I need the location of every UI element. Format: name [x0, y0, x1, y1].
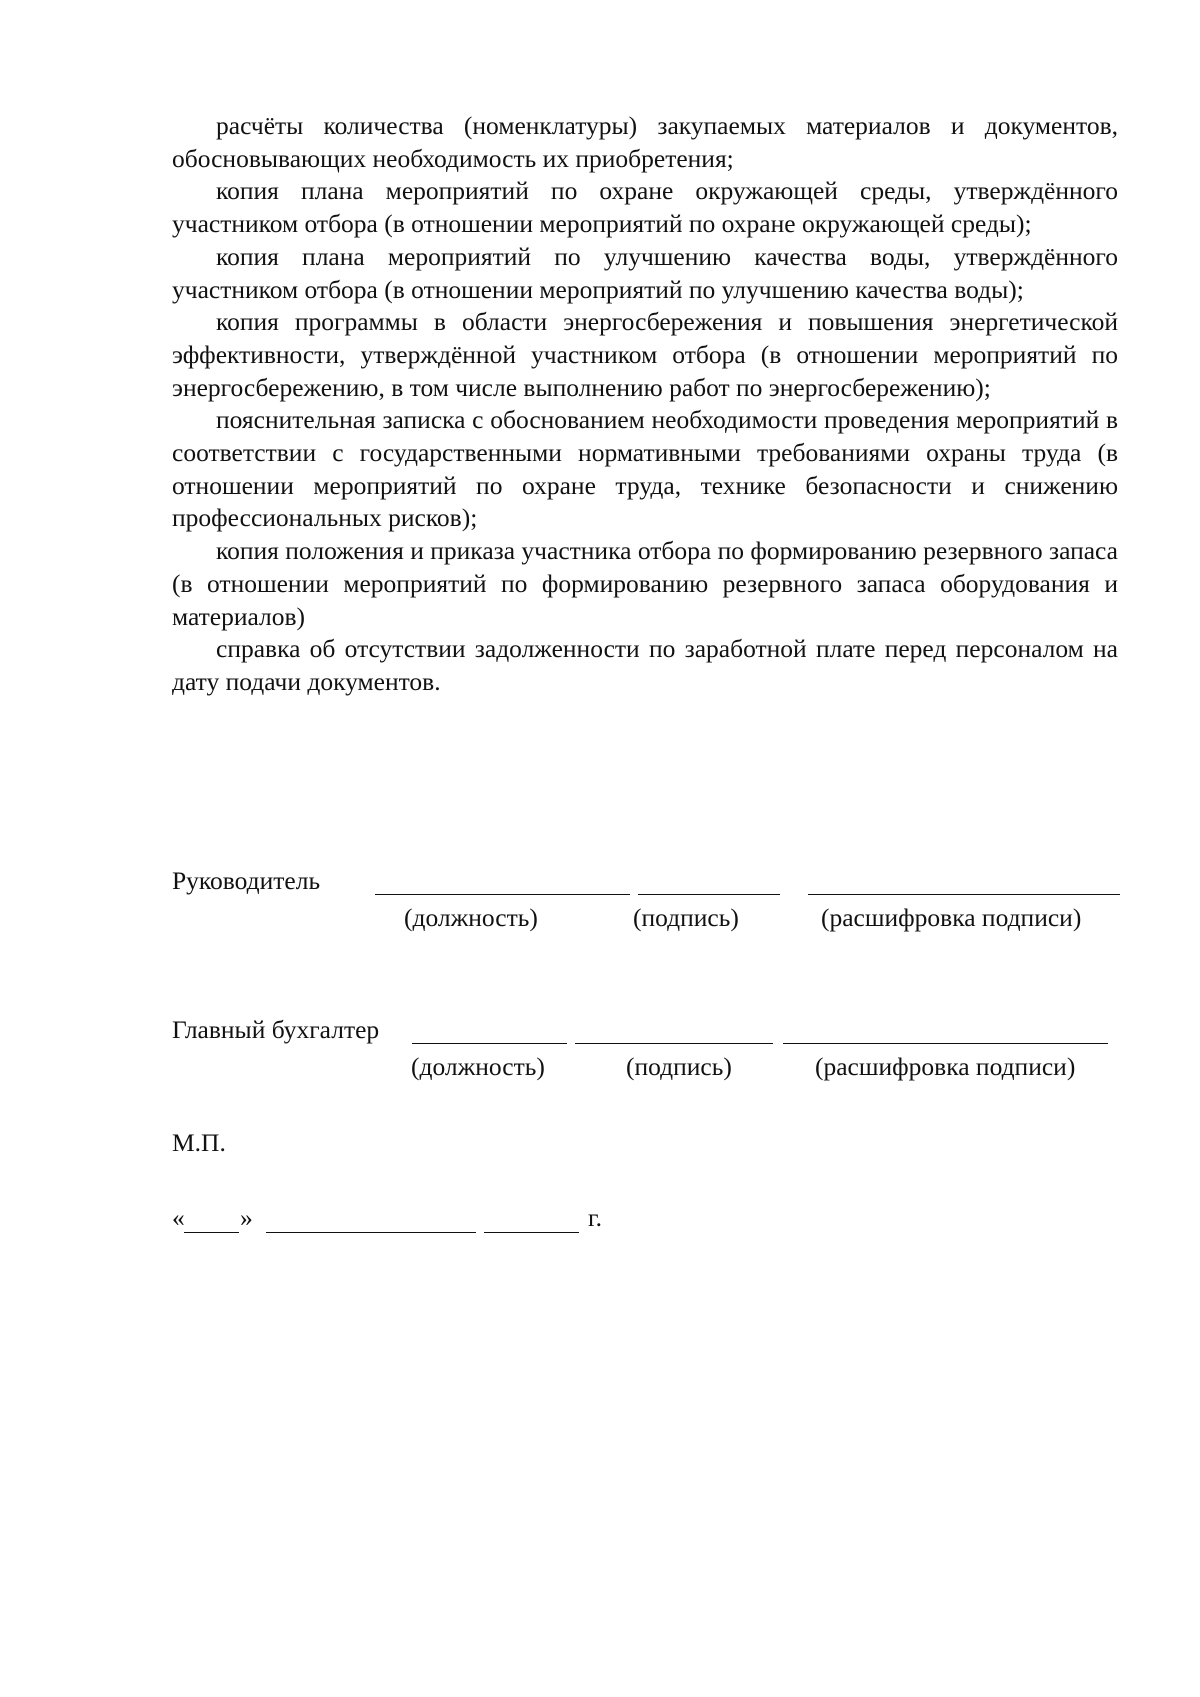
date-month-line[interactable]: [266, 1232, 476, 1233]
head-position-line[interactable]: [375, 894, 630, 895]
list-item: расчёты количества (номенклатуры) закупаемых материалов и документов, обосновывающих необходимость их приобретения;: [172, 111, 1118, 173]
accountant-signature-caption: (подпись): [626, 1052, 732, 1081]
list-item: копия плана мероприятий по охране окружающей среды, утверждённого участником отбора (в отношении мероприятий по охране окружающей среды);: [172, 176, 1118, 239]
date-close-quote: »: [240, 1203, 253, 1232]
head-signature-block: [172, 866, 1122, 936]
head-position-caption: (должность): [404, 903, 538, 932]
list-item: копия программы в области энергосбережения и повышения энергетической эффективности, утверждённой участником отбора (в отношении мероприятий по энергосбережению, в том числе выполнению работ по энергосбережению);: [172, 307, 1118, 402]
accountant-decoding-caption: (расшифровка подписи): [815, 1052, 1076, 1081]
date-day-line[interactable]: [184, 1232, 239, 1233]
list-item: копия плана мероприятий по улучшению качества воды, утверждённого участником отбора (в отношении мероприятий по улучшению качества воды);: [172, 241, 1118, 304]
accountant-decoding-line[interactable]: [783, 1043, 1108, 1044]
head-decoding-caption: (расшифровка подписи): [821, 903, 1082, 932]
head-signature-line[interactable]: [638, 894, 780, 895]
list-item: пояснительная записка с обоснованием необходимости проведения мероприятий в соответствии с государственными нормативными требованиями охраны труда (в отношении мероприятий по охране труда, технике безопасности и снижению профессиональных рисков);: [172, 405, 1118, 533]
date-year-suffix: г.: [588, 1203, 602, 1232]
document-list: [172, 110, 1118, 699]
accountant-position-line[interactable]: [412, 1043, 567, 1044]
date-year-line[interactable]: [484, 1232, 579, 1233]
accountant-signature-block: [172, 1015, 1122, 1085]
accountant-label: Главный бухгалтер: [172, 1015, 380, 1044]
list-item: копия положения и приказа участника отбора по формированию резервного запаса (в отношении мероприятий по формированию резервного запаса оборудования и материалов): [172, 536, 1118, 631]
date-open-quote: «: [172, 1203, 185, 1232]
head-label: Руководитель: [172, 866, 321, 895]
stamp-place-label: М.П.: [172, 1128, 226, 1157]
head-signature-caption: (подпись): [633, 903, 739, 932]
head-decoding-line[interactable]: [808, 894, 1120, 895]
accountant-signature-line[interactable]: [575, 1043, 773, 1044]
list-item: справка об отсутствии задолженности по заработной плате перед персоналом на дату подачи документов.: [172, 634, 1118, 696]
date-line: [172, 1203, 622, 1239]
accountant-position-caption: (должность): [411, 1052, 545, 1081]
